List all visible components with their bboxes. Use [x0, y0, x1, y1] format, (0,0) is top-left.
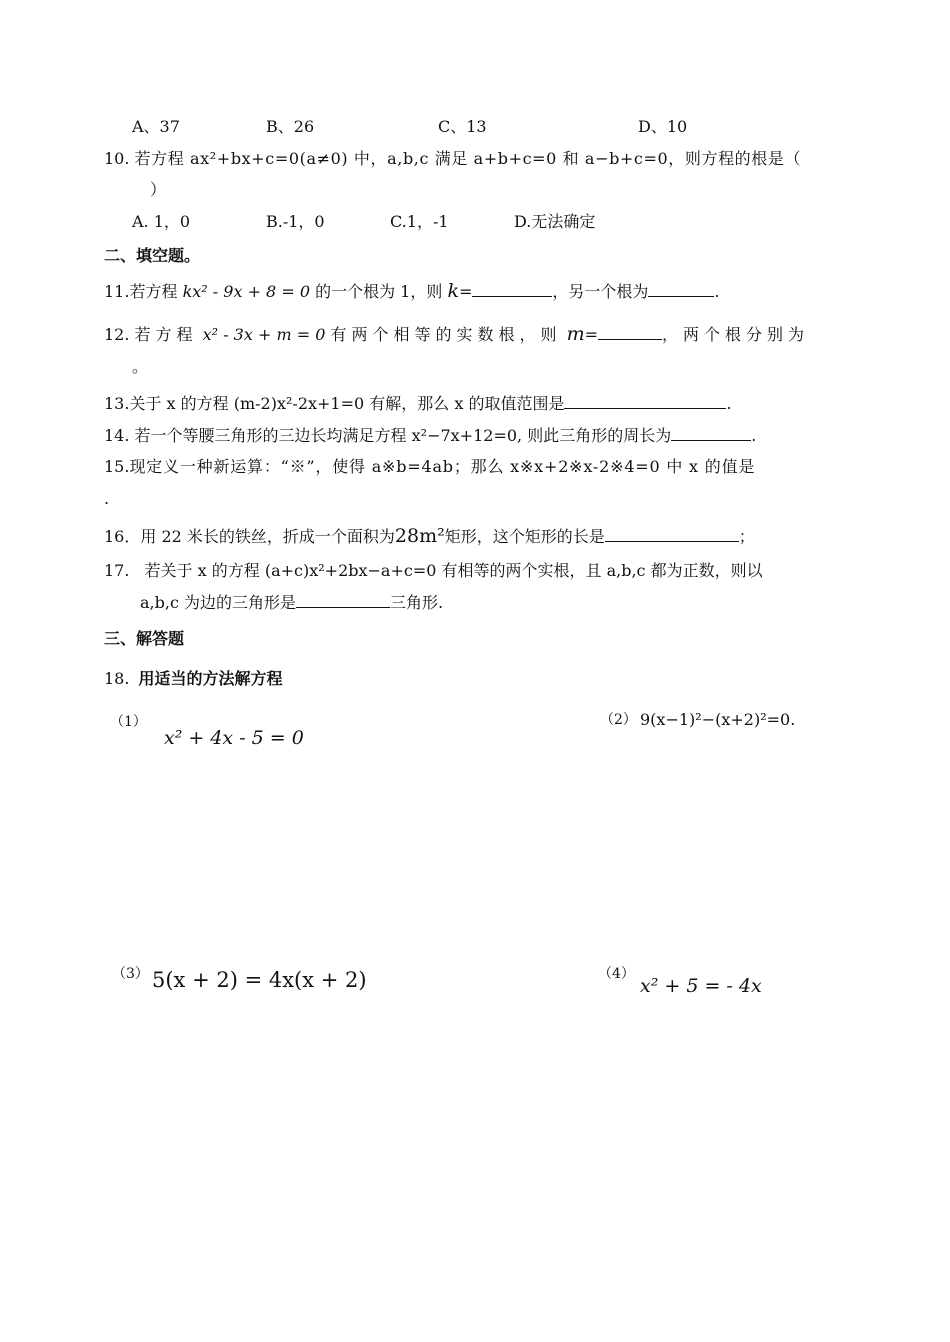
q13-blank[interactable]: [564, 392, 726, 409]
q11-number: 11.: [104, 282, 130, 301]
q16-end: ；: [738, 527, 755, 546]
q12-eqsign: =: [584, 325, 599, 344]
q18-part1-label: （1）: [110, 714, 147, 730]
q10-text: 若方程 ax²+bx+c=0(a≠0) 中，a,b,c 满足 a+b+c=0 和 a−b+c=0，则方程的根是（: [134, 149, 802, 168]
q16-area: 28m²: [394, 525, 445, 547]
q11-mid: 的一个根为 1，则: [315, 282, 443, 301]
q11: [104, 279, 720, 304]
q9-option-b: B、26: [266, 117, 315, 136]
q12-number: 12.: [104, 325, 130, 344]
q11-blank-1[interactable]: [472, 280, 552, 297]
q11-eqsign: =: [458, 282, 473, 301]
q13-number: 13.: [104, 394, 130, 413]
q12-mid: 有两个相等的实数根，则: [330, 325, 562, 344]
q10-option-b: B.-1，0: [266, 212, 325, 231]
q11-blank-2[interactable]: [648, 280, 714, 297]
q10-number: 10.: [104, 149, 130, 168]
q12-blank-1[interactable]: [598, 323, 662, 340]
q14: [104, 424, 756, 448]
section-solutions-title: 三、解答题: [104, 629, 185, 648]
q15: [104, 455, 755, 479]
q10-option-d: D.无法确定: [514, 212, 596, 231]
q16-blank[interactable]: [605, 525, 739, 542]
q12-line2: 。: [132, 357, 149, 376]
section-fill-in-title: 二、填空题。: [104, 246, 201, 265]
q18-title: 用适当的方法解方程: [138, 669, 283, 688]
q17-line2-pre: a,b,c 为边的三角形是: [140, 593, 297, 612]
q9-option-c: C、13: [438, 117, 487, 136]
q9-option-a: A、37: [132, 117, 180, 136]
q15-text: 现定义一种新运算：“※”，使得 a※b=4ab；那么 x※x+2※x-2※4=0 中 x 的值是: [129, 457, 756, 476]
q17-line1: [104, 559, 763, 583]
q15-number: 15.: [104, 457, 130, 476]
q18-part3-equation: 5(x + 2) = 4x(x + 2): [152, 968, 367, 992]
q11-equation: kx² - 9x + 8 = 0: [182, 282, 310, 301]
q14-number: 14.: [104, 426, 130, 445]
q16: [104, 524, 755, 549]
q14-text: 若一个等腰三角形的三边长均满足方程 x²−7x+12=0, 则此三角形的周长为: [134, 426, 672, 445]
q18-heading: [104, 667, 283, 691]
q18-part2-label: （2）: [600, 712, 637, 728]
q10-option-a: A. 1，0: [132, 212, 191, 231]
q18-number: 18.: [104, 669, 130, 688]
q16-number: 16．: [104, 527, 141, 546]
q17-line2-post: 三角形.: [390, 593, 444, 612]
q15-line2: .: [104, 489, 110, 508]
q16-pre: 用 22 米长的铁丝，折成一个面积为: [140, 527, 395, 546]
q16-mid: 矩形，这个矩形的长是: [444, 527, 605, 546]
q12-var: m: [566, 323, 585, 345]
q17-line2: [140, 591, 443, 615]
q14-end: .: [751, 426, 757, 445]
q11-end: .: [714, 282, 720, 301]
q9-option-d: D、10: [638, 117, 688, 136]
q10-option-c: C.1，-1: [390, 212, 449, 231]
q11-mid2: ，另一个根为: [552, 282, 649, 301]
q10-line2: ）: [150, 180, 167, 199]
q13-end: .: [726, 394, 732, 413]
q18-part2-equation: 9(x−1)²−(x+2)²=0.: [640, 710, 796, 729]
q18-part3-label: （3）: [112, 966, 149, 982]
q17-number: 17.: [104, 561, 130, 580]
q12-pre: 若方程: [134, 325, 198, 344]
q18-part1-equation: x² + 4x - 5 = 0: [164, 727, 304, 749]
q12-equation: x² - 3x + m = 0: [202, 325, 326, 344]
q18-part4-label: （4）: [598, 966, 635, 982]
q11-pre: 若方程: [129, 282, 178, 301]
q13: [104, 392, 732, 416]
q12-mid2: ，两个根分别为: [662, 325, 810, 344]
q13-text: 关于 x 的方程 (m-2)x²-2x+1=0 有解，那么 x 的取值范围是: [129, 394, 565, 413]
q12: [104, 322, 809, 347]
q14-blank[interactable]: [671, 424, 751, 441]
q17-blank[interactable]: [296, 591, 390, 608]
q10-line1: [104, 147, 801, 171]
q17-text: 若关于 x 的方程 (a+c)x²+2bx−a+c=0 有相等的两个实根，且 a,b,c 都为正数，则以: [144, 561, 763, 580]
q18-part4-equation: x² + 5 = - 4x: [640, 975, 762, 997]
q11-var: k: [447, 280, 459, 302]
